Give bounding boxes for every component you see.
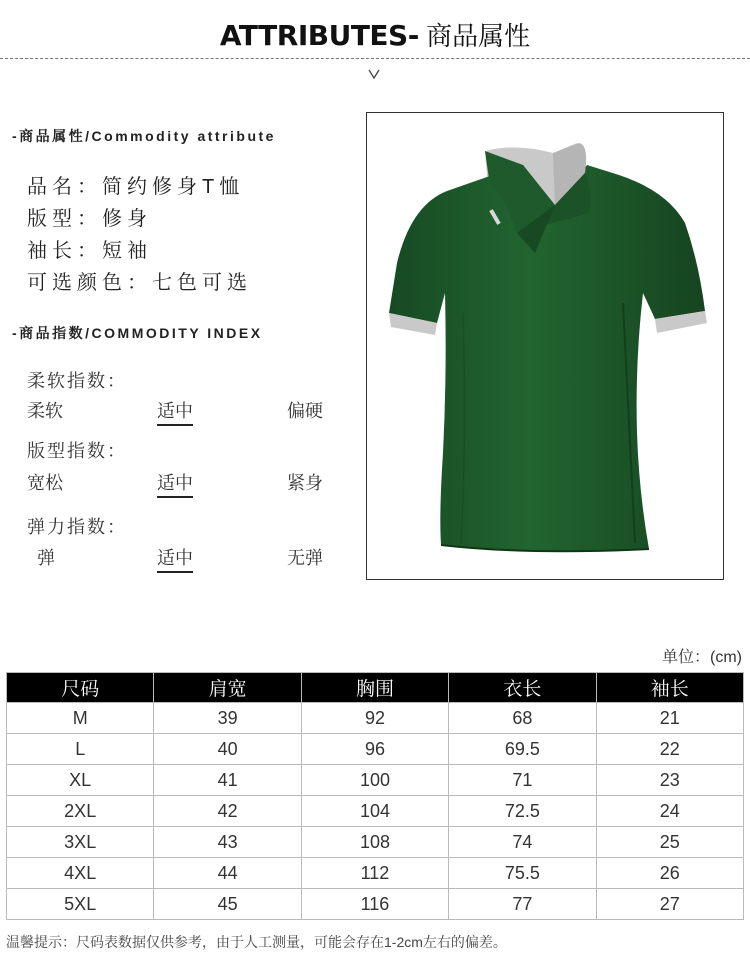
table-cell: 96 — [301, 734, 448, 765]
table-row — [7, 703, 744, 734]
table-cell: 26 — [596, 858, 743, 889]
attr-colors: 可选颜色：七色可选 — [27, 272, 252, 294]
product-image-frame — [366, 112, 724, 580]
scale-low: 宽松 — [27, 473, 63, 493]
table-cell: 5XL — [7, 889, 154, 920]
chevron-down-icon — [366, 66, 382, 82]
table-cell: 42 — [154, 796, 301, 827]
col-header-chest: 胸围 — [301, 673, 448, 703]
scale-high: 偏硬 — [287, 401, 323, 421]
table-row — [7, 765, 744, 796]
table-cell: 74 — [449, 827, 596, 858]
col-header-shoulder: 肩宽 — [154, 673, 301, 703]
scale-selected: 适中 — [157, 544, 193, 573]
table-cell: 4XL — [7, 858, 154, 889]
index-heading: -商品指数/COMMODITY INDEX — [12, 325, 263, 341]
fit-index-label: 版型指数： — [27, 441, 127, 461]
table-cell: 25 — [596, 827, 743, 858]
attr-sleeve: 袖长：短袖 — [27, 240, 152, 262]
table-cell: 41 — [154, 765, 301, 796]
table-cell: 24 — [596, 796, 743, 827]
attr-product-name: 品名：简约修身T恤 — [27, 176, 245, 198]
unit-note: 单位：(cm) — [662, 649, 742, 666]
table-cell: 3XL — [7, 827, 154, 858]
size-table — [6, 672, 744, 920]
table-cell: 75.5 — [449, 858, 596, 889]
table-cell: 22 — [596, 734, 743, 765]
softness-scale — [0, 397, 360, 423]
table-cell: 40 — [154, 734, 301, 765]
attribute-heading: -商品属性/Commodity attribute — [12, 128, 276, 144]
table-cell: 108 — [301, 827, 448, 858]
scale-selected: 适中 — [157, 469, 193, 498]
page-title — [0, 18, 750, 54]
table-cell: 2XL — [7, 796, 154, 827]
scale-low: 柔软 — [27, 401, 63, 421]
col-header-length: 衣长 — [449, 673, 596, 703]
table-cell: XL — [7, 765, 154, 796]
table-cell: 77 — [449, 889, 596, 920]
table-row — [7, 827, 744, 858]
table-cell: 39 — [154, 703, 301, 734]
table-cell: L — [7, 734, 154, 765]
table-cell: 43 — [154, 827, 301, 858]
col-header-size: 尺码 — [7, 673, 154, 703]
title-english: ATTRIBUTES- — [219, 19, 419, 52]
table-header-row — [7, 673, 744, 703]
table-cell: 116 — [301, 889, 448, 920]
dashed-divider — [0, 58, 750, 59]
polo-shirt-image — [367, 113, 723, 579]
elasticity-label: 弹力指数： — [27, 517, 127, 537]
table-row — [7, 858, 744, 889]
table-cell: 112 — [301, 858, 448, 889]
table-cell: 44 — [154, 858, 301, 889]
table-cell: 104 — [301, 796, 448, 827]
table-cell: 100 — [301, 765, 448, 796]
table-cell: M — [7, 703, 154, 734]
table-cell: 69.5 — [449, 734, 596, 765]
table-cell: 92 — [301, 703, 448, 734]
table-cell: 68 — [449, 703, 596, 734]
elasticity-scale — [0, 544, 360, 570]
table-cell: 21 — [596, 703, 743, 734]
attr-fit: 版型：修身 — [27, 208, 152, 230]
disclaimer-note: 温馨提示：尺码表数据仅供参考，由于人工测量，可能会存在1-2cm左右的偏差。 — [6, 934, 507, 950]
table-row — [7, 796, 744, 827]
col-header-sleeve: 袖长 — [596, 673, 743, 703]
table-row — [7, 734, 744, 765]
scale-high: 紧身 — [287, 473, 323, 493]
softness-label: 柔软指数： — [27, 371, 127, 391]
title-chinese: 商品属性 — [418, 21, 531, 51]
table-cell: 27 — [596, 889, 743, 920]
table-cell: 45 — [154, 889, 301, 920]
scale-high: 无弹 — [287, 548, 323, 568]
table-row — [7, 889, 744, 920]
table-cell: 23 — [596, 765, 743, 796]
scale-selected: 适中 — [157, 397, 193, 426]
table-cell: 71 — [449, 765, 596, 796]
table-cell: 72.5 — [449, 796, 596, 827]
scale-low: 弹 — [37, 548, 55, 568]
fit-scale — [0, 469, 360, 495]
